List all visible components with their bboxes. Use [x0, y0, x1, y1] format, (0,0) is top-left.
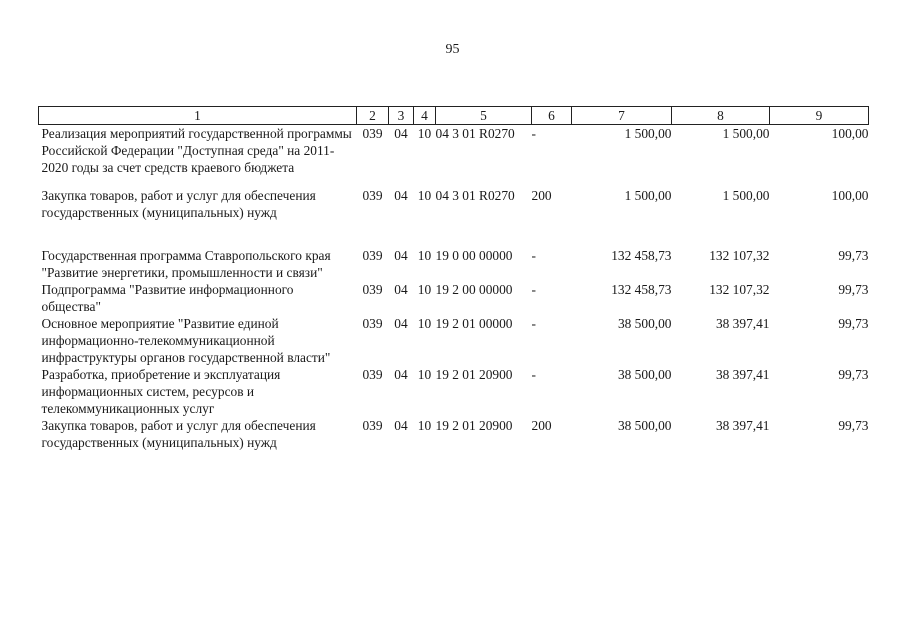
cell-percent: 99,73: [838, 418, 869, 433]
cell-section: 04: [394, 248, 408, 263]
cell-percent: 99,73: [838, 367, 869, 382]
cell-percent: 100,00: [831, 126, 869, 141]
row-name: Реализация мероприятий государственной программы Российской Федерации "Доступная среда" на 2011-2020 годы за счет средств краевого бюджета: [41, 126, 352, 175]
table-row: [39, 125, 869, 188]
cell-planned: 132 458,73: [611, 282, 672, 297]
cell-section: 04: [394, 316, 408, 331]
cell-section: 04: [394, 282, 408, 297]
cell-planned: 38 500,00: [617, 418, 672, 433]
cell-section: 04: [394, 367, 408, 382]
cell-executed: 132 107,32: [709, 282, 770, 297]
column-header: 5: [436, 107, 532, 125]
cell-planned: 1 500,00: [624, 126, 672, 141]
column-header: 6: [532, 107, 572, 125]
cell-ministry-code: 039: [362, 418, 383, 433]
cell-percent: 99,73: [838, 316, 869, 331]
cell-section: 04: [394, 126, 408, 141]
table-row: [39, 247, 869, 281]
cell-subsection: 10: [417, 188, 432, 203]
row-name: Закупка товаров, работ и услуг для обеспечения государственных (муниципальных) нужд: [41, 188, 316, 220]
cell-section: 04: [394, 418, 408, 433]
cell-target-article: 04 3 01 R0270: [435, 126, 515, 141]
cell-percent: 99,73: [838, 248, 869, 263]
cell-expense-type: 200: [531, 418, 552, 433]
cell-executed: 38 397,41: [715, 418, 770, 433]
cell-target-article: 19 2 01 20900: [435, 418, 513, 433]
cell-ministry-code: 039: [362, 188, 383, 203]
cell-expense-type: -: [531, 316, 536, 331]
cell-target-article: 04 3 01 R0270: [435, 188, 515, 203]
cell-target-article: 19 2 01 00000: [435, 316, 513, 331]
cell-percent: 100,00: [831, 188, 869, 203]
page-number: 95: [445, 42, 460, 57]
column-header: 1: [39, 107, 357, 125]
cell-target-article: 19 2 01 20900: [435, 367, 513, 382]
row-name: Государственная программа Ставропольского края "Развитие энергетики, промышленности и связи": [41, 248, 331, 280]
column-header: 4: [414, 107, 436, 125]
cell-ministry-code: 039: [362, 282, 383, 297]
cell-subsection: 10: [417, 126, 432, 141]
table-row: [39, 187, 869, 247]
cell-ministry-code: 039: [362, 367, 383, 382]
budget-table: [38, 106, 869, 451]
cell-target-article: 19 0 00 00000: [435, 248, 513, 263]
cell-subsection: 10: [417, 367, 432, 382]
cell-executed: 1 500,00: [722, 126, 770, 141]
column-header: 7: [572, 107, 672, 125]
cell-planned: 1 500,00: [624, 188, 672, 203]
header-row: [39, 107, 869, 125]
cell-planned: 38 500,00: [617, 367, 672, 382]
column-header: 3: [389, 107, 414, 125]
cell-percent: 99,73: [838, 282, 869, 297]
cell-subsection: 10: [417, 282, 432, 297]
cell-executed: 38 397,41: [715, 367, 770, 382]
row-name: Разработка, приобретение и эксплуатация информационных систем, ресурсов и телекоммуникационных услуг: [41, 367, 281, 416]
cell-target-article: 19 2 00 00000: [435, 282, 513, 297]
cell-subsection: 10: [417, 418, 432, 433]
cell-expense-type: -: [531, 126, 536, 141]
cell-expense-type: -: [531, 367, 536, 382]
row-name: Закупка товаров, работ и услуг для обеспечения государственных (муниципальных) нужд: [41, 418, 316, 450]
table-row: [39, 366, 869, 417]
cell-executed: 1 500,00: [722, 188, 770, 203]
table-row: [39, 417, 869, 451]
cell-planned: 38 500,00: [617, 316, 672, 331]
cell-section: 04: [394, 188, 408, 203]
column-header: 2: [357, 107, 389, 125]
column-header: 9: [770, 107, 869, 125]
cell-expense-type: -: [531, 248, 536, 263]
cell-ministry-code: 039: [362, 316, 383, 331]
cell-ministry-code: 039: [362, 248, 383, 263]
column-header: 8: [672, 107, 770, 125]
row-name: Подпрограмма "Развитие информационного общества": [41, 282, 294, 314]
table-row: [39, 315, 869, 366]
cell-ministry-code: 039: [362, 126, 383, 141]
row-name: Основное мероприятие "Развитие единой информационно-телекоммуникационной инфраструктуры органов государственной власти": [41, 316, 331, 365]
cell-planned: 132 458,73: [611, 248, 672, 263]
cell-expense-type: -: [531, 282, 536, 297]
cell-executed: 38 397,41: [715, 316, 770, 331]
cell-executed: 132 107,32: [709, 248, 770, 263]
cell-expense-type: 200: [531, 188, 552, 203]
cell-subsection: 10: [417, 316, 432, 331]
table-row: [39, 281, 869, 315]
cell-subsection: 10: [417, 248, 432, 263]
